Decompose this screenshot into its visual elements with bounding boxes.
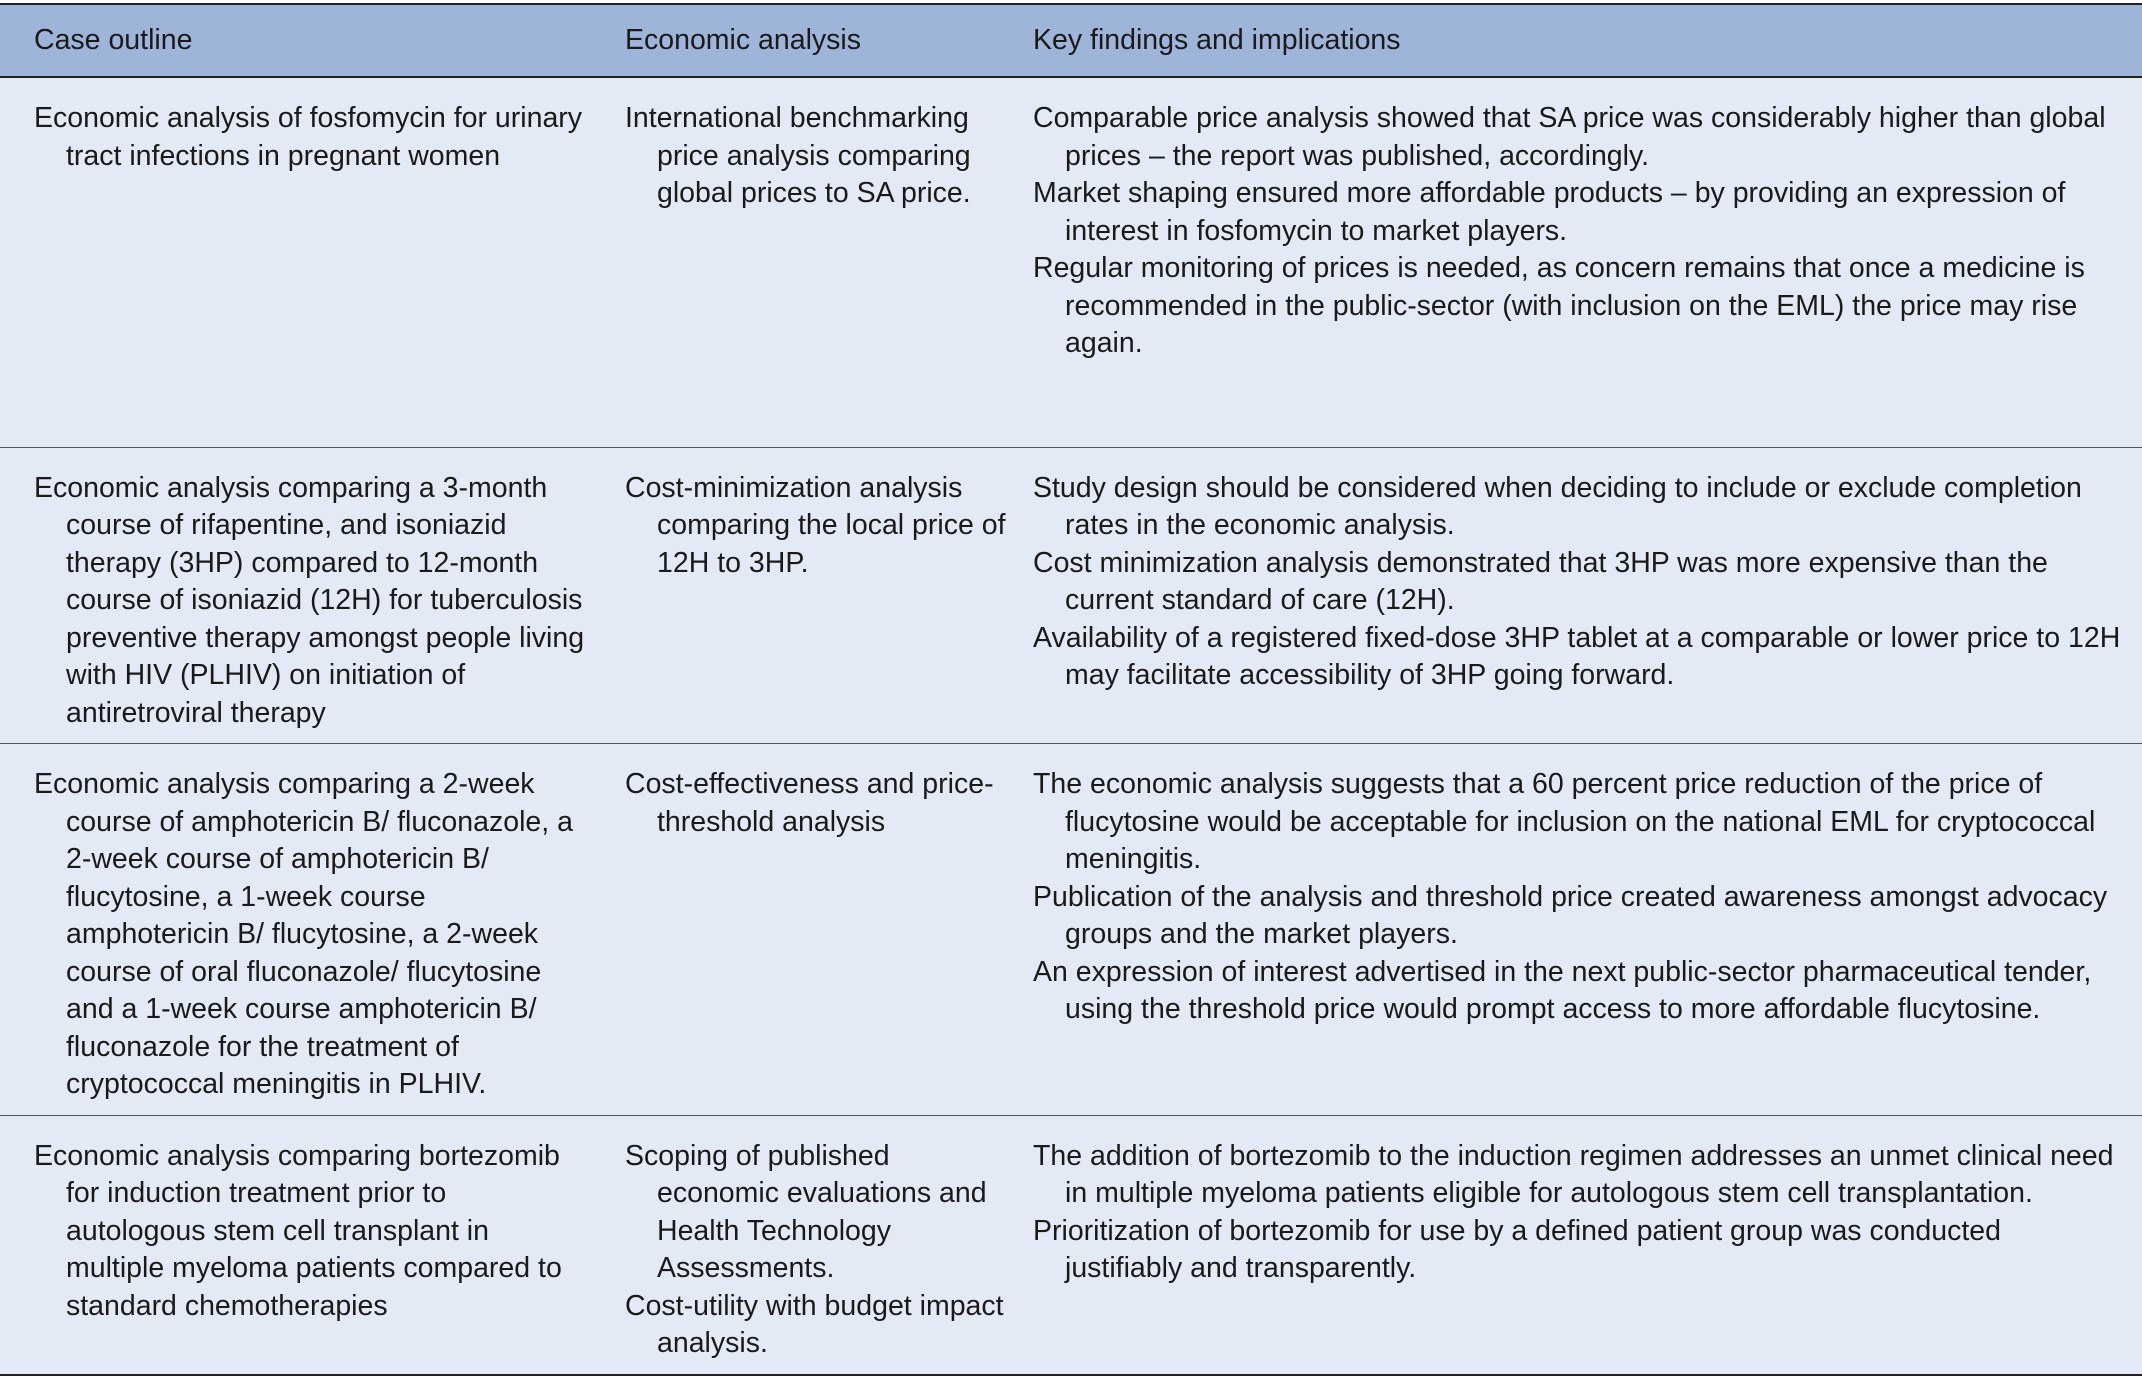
header-economic-analysis: Economic analysis	[600, 4, 1022, 77]
table-container	[0, 3, 2142, 1376]
case-outline-cell	[0, 744, 600, 1116]
economic-analysis-cell	[600, 1115, 1022, 1375]
key-finding-item: The addition of bortezomib to the induction regimen addresses an unmet clinical need in multiple myeloma patients eligible for autologous stem cell transplantation.	[1033, 1139, 2114, 1209]
key-finding-item: Prioritization of bortezomib for use by a defined patient group was conducted justifiably and transparently.	[1033, 1214, 2001, 1284]
economic-analysis-cell	[600, 447, 1022, 744]
table-row	[0, 744, 2142, 1116]
economic-analysis-cell	[600, 77, 1022, 447]
case-outline-text: Economic analysis of fosfomycin for urinary tract infections in pregnant women	[34, 102, 583, 172]
case-outline-cell	[0, 1115, 600, 1375]
table-row	[0, 1115, 2142, 1375]
key-finding-item: The economic analysis suggests that a 60 percent price reduction of the price of flucytosine would be acceptable for inclusion on the national EML for cryptococcal meningitis.	[1033, 768, 2096, 875]
table-row	[0, 77, 2142, 447]
case-outline-text: Economic analysis comparing a 3-month course of rifapentine, and isoniazid therapy (3HP) compared to 12-month course of isoniazid (12H) for tuberculosis preventive therapy amongst people living with HIV (PLHIV) on initiation of antiretroviral therapy	[34, 471, 585, 729]
key-finding-item: Market shaping ensured more affordable products – by providing an expression of interest in fosfomycin to market players.	[1033, 177, 2066, 247]
economic-analysis-cell	[600, 744, 1022, 1116]
key-finding-item: Regular monitoring of prices is needed, as concern remains that once a medicine is recommended in the public-sector (with inclusion on the EML) the price may rise again.	[1033, 252, 2085, 359]
header-case-outline: Case outline	[0, 4, 600, 77]
key-finding-item: Study design should be considered when deciding to include or exclude completion rates in the economic analysis.	[1033, 471, 2082, 541]
case-outline-text: Economic analysis comparing bortezomib for induction treatment prior to autologous stem cell transplant in multiple myeloma patients compared to standard chemotherapies	[34, 1139, 562, 1322]
key-finding-item: Cost minimization analysis demonstrated that 3HP was more expensive than the current standard of care (12H).	[1033, 546, 2048, 616]
economic-analysis-text: Scoping of published economic evaluations and Health Technology Assessments.	[625, 1139, 987, 1284]
key-findings-cell	[1022, 77, 2142, 447]
case-outline-cell	[0, 447, 600, 744]
economic-analysis-text: Cost-utility with budget impact analysis.	[625, 1289, 1004, 1359]
table-row	[0, 447, 2142, 744]
key-finding-item: Availability of a registered fixed-dose 3HP tablet at a comparable or lower price to 12H may facilitate accessibility of 3HP going forward.	[1033, 621, 2121, 691]
key-finding-item: Publication of the analysis and threshold price created awareness amongst advocacy groups and the market players.	[1033, 880, 2108, 950]
key-finding-item: Comparable price analysis showed that SA price was considerably higher than global prices – the report was published, accordingly.	[1033, 102, 2106, 172]
economic-analysis-text: Cost-effectiveness and price-threshold analysis	[625, 768, 994, 838]
economic-analysis-table	[0, 3, 2142, 1376]
key-findings-cell	[1022, 744, 2142, 1116]
case-outline-cell	[0, 77, 600, 447]
header-key-findings: Key findings and implications	[1022, 4, 2142, 77]
economic-analysis-text: Cost-minimization analysis comparing the local price of 12H to 3HP.	[625, 471, 1006, 579]
economic-analysis-text: International benchmarking price analysis comparing global prices to SA price.	[625, 102, 971, 209]
case-outline-text: Economic analysis comparing a 2-week course of amphotericin B/ fluconazole, a 2-week course of amphotericin B/ flucytosine, a 1-week course amphotericin B/ flucytosine, a 2-week course of oral fluconazole/ flucytosine and a 1-week course amphotericin B/ fluconazole for the treatment of cryptococcal meningitis in PLHIV.	[34, 768, 573, 1100]
table-header-row	[0, 4, 2142, 77]
key-findings-cell	[1022, 1115, 2142, 1375]
key-finding-item: An expression of interest advertised in the next public-sector pharmaceutical tender, using the threshold price would prompt access to more affordable flucytosine.	[1033, 955, 2092, 1025]
key-findings-cell	[1022, 447, 2142, 744]
